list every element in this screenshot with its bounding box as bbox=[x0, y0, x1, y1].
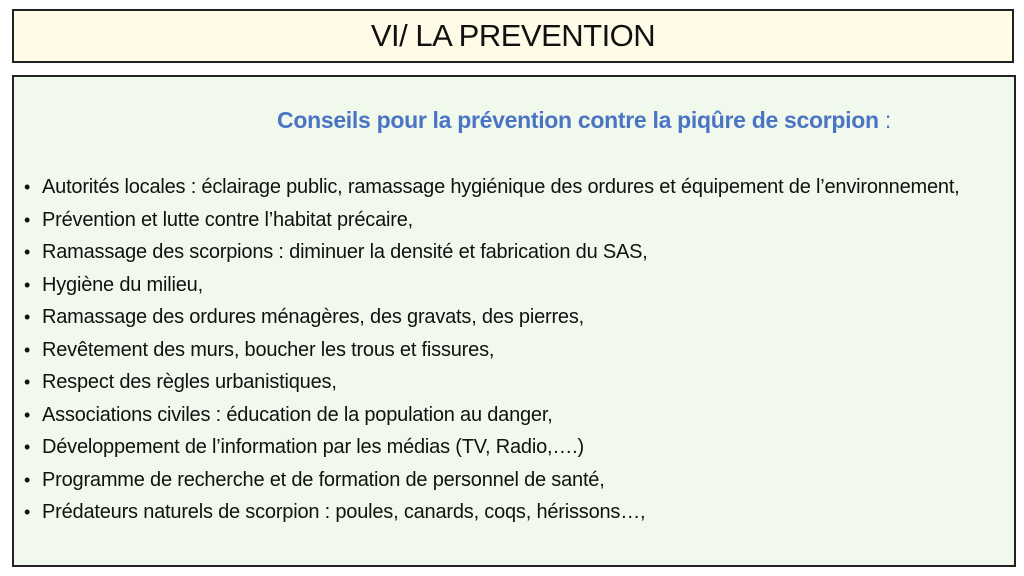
list-item-text: Ramassage des scorpions : diminuer la densité et fabrication du SAS, bbox=[42, 241, 648, 263]
bullet-icon: • bbox=[24, 502, 31, 522]
bullet-icon: • bbox=[24, 372, 31, 392]
list-item bbox=[22, 502, 992, 522]
list-item bbox=[22, 242, 992, 262]
list-item-text: Ramassage des ordures ménagères, des gravats, des pierres, bbox=[42, 306, 585, 328]
list-item-text: Respect des règles urbanistiques, bbox=[42, 371, 337, 393]
list-item bbox=[22, 177, 992, 197]
bullet-icon: • bbox=[24, 209, 31, 230]
subtitle-text: Conseils pour la prévention contre la piqûre de scorpion bbox=[277, 107, 879, 133]
list-item-text: Développement de l’information par les médias (TV, Radio,….) bbox=[42, 436, 584, 458]
bullet-icon: • bbox=[24, 469, 31, 490]
list-item-text: Prévention et lutte contre l’habitat précaire, bbox=[42, 208, 414, 231]
list-item bbox=[22, 307, 992, 327]
bullet-icon: • bbox=[24, 437, 31, 457]
list-item-text: Associations civiles : éducation de la population au danger, bbox=[42, 403, 553, 426]
list-item bbox=[22, 437, 992, 457]
list-item bbox=[22, 470, 992, 490]
list-item-text: Programme de recherche et de formation de personnel de santé, bbox=[42, 468, 605, 491]
list-item-text: Prédateurs naturels de scorpion : poules, canards, coqs, hérissons…, bbox=[42, 501, 646, 523]
section-subtitle bbox=[14, 107, 1014, 134]
bullet-icon: • bbox=[24, 242, 31, 262]
advice-list bbox=[22, 177, 992, 535]
list-item bbox=[22, 340, 992, 360]
page-title: VI/ LA PREVENTION bbox=[370, 18, 656, 53]
subtitle-colon: : bbox=[878, 107, 891, 133]
bullet-icon: • bbox=[24, 404, 31, 425]
list-item bbox=[22, 210, 992, 230]
title-banner bbox=[12, 9, 1014, 63]
bullet-icon: • bbox=[24, 307, 31, 327]
bullet-icon: • bbox=[24, 177, 31, 197]
content-panel bbox=[12, 75, 1016, 567]
list-item-text: Hygiène du milieu, bbox=[42, 273, 203, 296]
bullet-icon: • bbox=[24, 274, 31, 295]
list-item-text: Revêtement des murs, boucher les trous et fissures, bbox=[42, 338, 495, 361]
list-item-text: Autorités locales : éclairage public, ramassage hygiénique des ordures et équipement de l’environnement, bbox=[42, 176, 960, 198]
list-item bbox=[22, 405, 992, 425]
list-item bbox=[22, 372, 992, 392]
bullet-icon: • bbox=[24, 339, 31, 360]
list-item bbox=[22, 275, 992, 295]
